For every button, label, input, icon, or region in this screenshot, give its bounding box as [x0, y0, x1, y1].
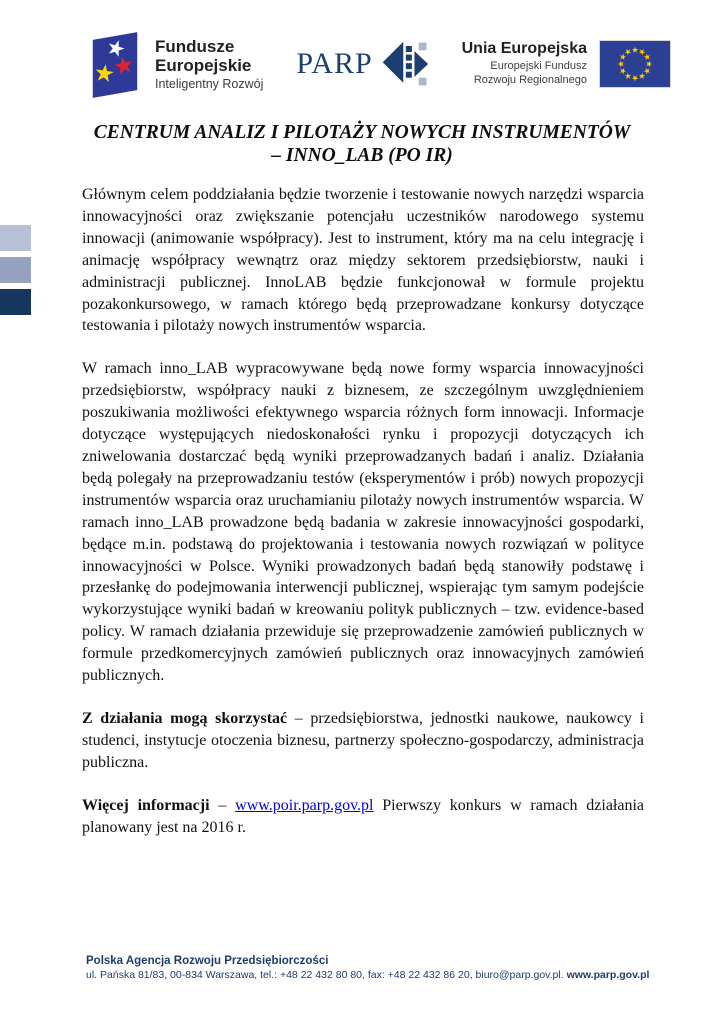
parp-mark-icon [381, 40, 429, 88]
fundusze-europejskie-text [155, 37, 263, 91]
fe-subtitle: Inteligentny Rozwój [155, 77, 264, 92]
eu-subtitle-line2: Rozwoju Regionalnego [473, 74, 587, 86]
paragraph-3 [82, 708, 644, 774]
unia-europejska-logo [462, 40, 671, 88]
decor-square-dark [0, 289, 31, 315]
paragraph-3-text: – przedsiębiorstwa, jednostki naukowe, naukowcy i studenci, instytucje otoczenia biznesu, partnerzy społeczno-gospodarczy, administracja publiczna. [82, 709, 645, 771]
eu-subtitle-line1: Europejski Fundusz [490, 60, 587, 73]
fe-title-line1: Fundusze [155, 36, 235, 56]
parp-logo [296, 40, 428, 88]
parp-wordmark: PARP [296, 47, 373, 80]
page-title [62, 121, 662, 167]
page-title-line2: – INNO_LAB (PO IR) [271, 145, 453, 166]
footer-address-line [86, 969, 649, 981]
paragraph-3-lead: Z działania mogą skorzystać [82, 709, 288, 727]
decor-square-medium [0, 257, 31, 283]
footer-address-text: ul. Pańska 81/83, 00-834 Warszawa, tel.: +48 22 432 80 80, fax: +48 22 432 86 20, biuro@parp.gov.pl. [86, 969, 567, 981]
decor-square-light [0, 225, 31, 251]
page-title-line1: CENTRUM ANALIZ I PILOTAŻY NOWYCH INSTRUMENTÓW [93, 122, 631, 143]
paragraph-4-separator: – [209, 796, 236, 814]
header-logos [86, 28, 671, 100]
paragraph-4 [82, 795, 644, 839]
eu-flag-icon [599, 40, 671, 88]
paragraph-4-lead: Więcej informacji [82, 796, 210, 814]
side-decoration-squares [0, 225, 31, 321]
fundusze-europejskie-flag-icon [86, 30, 144, 98]
fundusze-europejskie-logo [86, 30, 263, 98]
footer [86, 955, 649, 981]
paragraph-2: W ramach inno_LAB wypracowywane będą nowe formy wsparcia innowacyjności przedsiębiorstw, współpracy nauki z biznesem, ze szczególnym uwzględnieniem poszukiwania możliwości efektywnego wsparcia różnych form innowacji. Informacje dotyczące występujących niedoskonałości rynku i propozycji dotyczących ich zniwelowania dostarczać będą wyniki przeprowadzanych badań i analiz. Działania będą polegały na przeprowadzaniu testów (eksperymentów i prób) nowych propozycji instrumentów wsparcia oraz uruchamianiu pilotaży nowych instrumentów wsparcia. W ramach inno_LAB prowadzone będą badania w zakresie innowacyjności gospodarki, będące m.in. podstawą do projektowania i testowania nowych rozwiązań w polityce innowacyjności w Polsce. Wyniki prowadzonych badań będą stanowiły podstawę i przesłankę do podejmowania interwencji publicznej, wspierając tym samym podejście wykorzystujące wyniki badań w kreowaniu polityk publicznych – tzw. evidence-based policy. W ramach działania przewiduje się przeprowadzenie zamówień publicznych w formule przedkomercyjnych zamówień publicznych oraz innowacyjnych zamówień publicznych. [82, 360, 644, 685]
fe-title-line2: Europejskie [155, 56, 252, 75]
footer-website: www.parp.gov.pl [566, 969, 650, 981]
poir-parp-link[interactable]: www.poir.parp.gov.pl [235, 796, 374, 814]
document-body [82, 184, 644, 859]
unia-europejska-text [462, 40, 587, 88]
paragraph-4-text: Pierwszy konkurs w ramach działania planowany jest na 2016 r. [82, 796, 645, 836]
footer-agency-name: Polska Agencja Rozwoju Przedsiębiorczości [86, 955, 329, 967]
eu-title: Unia Europejska [461, 40, 587, 58]
paragraph-1: Głównym celem poddziałania będzie tworzenie i testowanie nowych narzędzi wsparcia innowacyjności oraz zwiększanie potencjału uczestników narodowego systemu innowacji (animowanie współpracy). Jest to instrument, który ma na celu integrację i animację współpracy wewnątrz oraz między sektorem przedsiębiorstw, nauki i administracji publicznej. InnoLAB będzie funkcjonował w formule projektu pozakonkursowego, w ramach którego będą przeprowadzane konkursy dotyczące testowania i pilotaży nowych instrumentów wsparcia. [82, 186, 644, 335]
